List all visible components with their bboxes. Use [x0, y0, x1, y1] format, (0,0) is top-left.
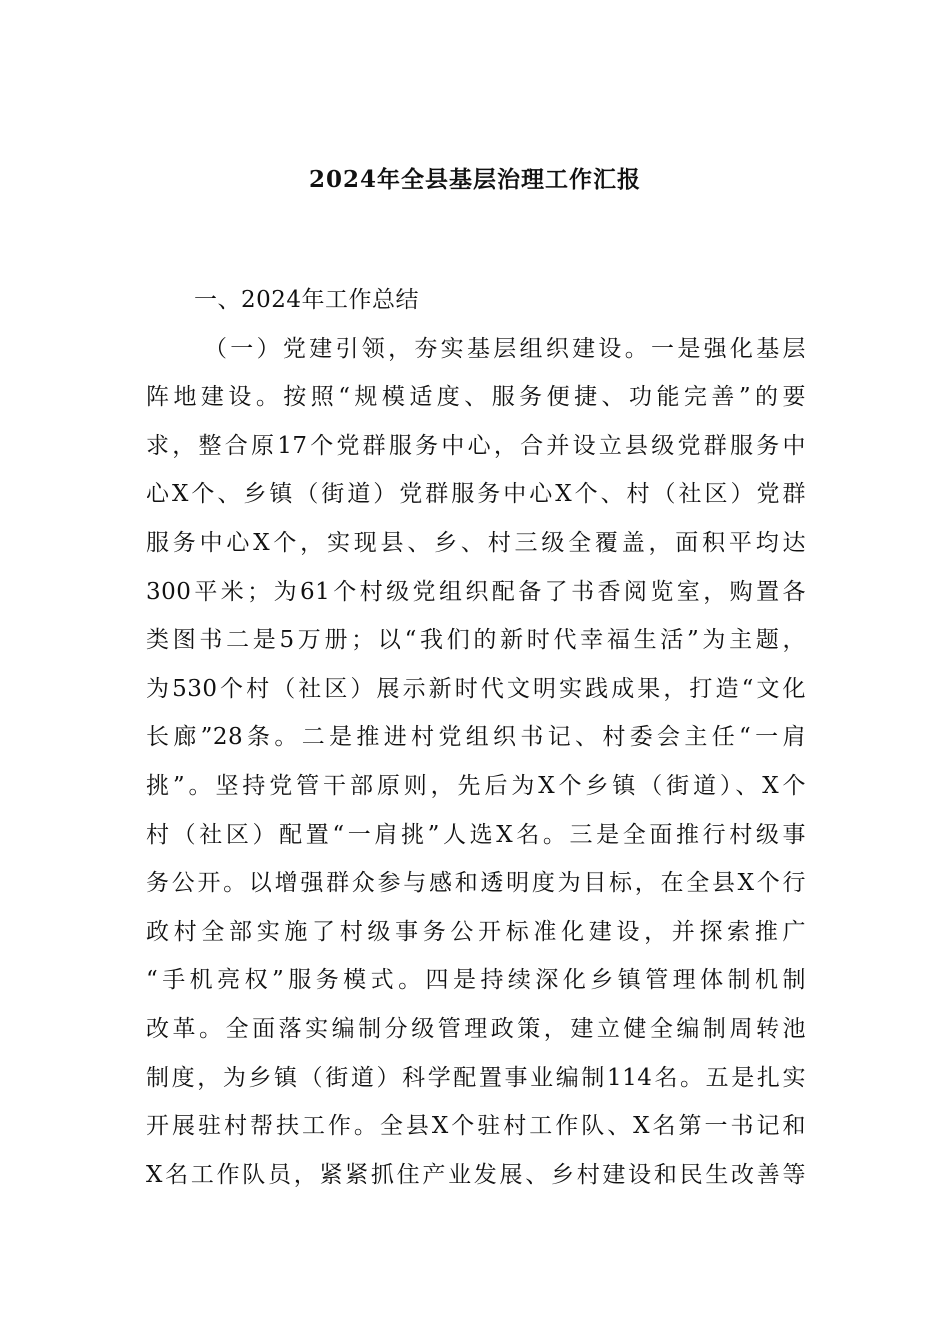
paragraph-line: 服务中心X个，实现县、乡、村三级全覆盖，面积平均达	[146, 529, 806, 556]
paragraph-line: 长廊”28条。二是推进村党组织书记、村委会主任“一肩	[146, 724, 806, 751]
paragraph-line: 心X个、乡镇（街道）党群服务中心X个、村（社区）党群	[146, 481, 806, 508]
paragraph-line: “手机亮权”服务模式。四是持续深化乡镇管理体制机制	[146, 967, 806, 994]
paragraph-line: 务公开。以增强群众参与感和透明度为目标，在全县X个行	[146, 870, 806, 897]
document-body	[146, 276, 806, 1199]
paragraph-line: 类图书二是5万册；以“我们的新时代幸福生活”为主题，	[146, 627, 806, 654]
paragraph-line: 挑”。坚持党管干部原则，先后为X个乡镇（街道）、X个	[146, 772, 806, 799]
paragraph-line: 开展驻村帮扶工作。全县X个驻村工作队、X名第一书记和	[146, 1113, 806, 1140]
section-heading: 一、2024年工作总结	[194, 287, 420, 313]
paragraph-line: 为530个村（社区）展示新时代文明实践成果，打造“文化	[146, 675, 806, 702]
paragraph-line: 政村全部实施了村级事务公开标准化建设，并探索推广	[146, 918, 806, 945]
paragraph-line: （一）党建引领，夯实基层组织建设。一是强化基层	[204, 335, 806, 362]
paragraph-line: X名工作队员，紧紧抓住产业发展、乡村建设和民生改善等	[146, 1161, 806, 1188]
paragraph-line: 村（社区）配置“一肩挑”人选X名。三是全面推行村级事	[146, 821, 806, 848]
paragraph-line: 制度，为乡镇（街道）科学配置事业编制114名。五是扎实	[146, 1064, 806, 1091]
document-title: 2024年全县基层治理工作汇报	[308, 166, 641, 193]
body-paragraph	[146, 325, 806, 1200]
paragraph-line: 改革。全面落实编制分级管理政策，建立健全编制周转池	[146, 1015, 806, 1042]
paragraph-line: 阵地建设。按照“规模适度、服务便捷、功能完善”的要	[146, 384, 806, 411]
paragraph-line: 300平米；为61个村级党组织配备了书香阅览室，购置各	[146, 578, 806, 605]
paragraph-line: 求，整合原17个党群服务中心，合并设立县级党群服务中	[146, 432, 806, 459]
